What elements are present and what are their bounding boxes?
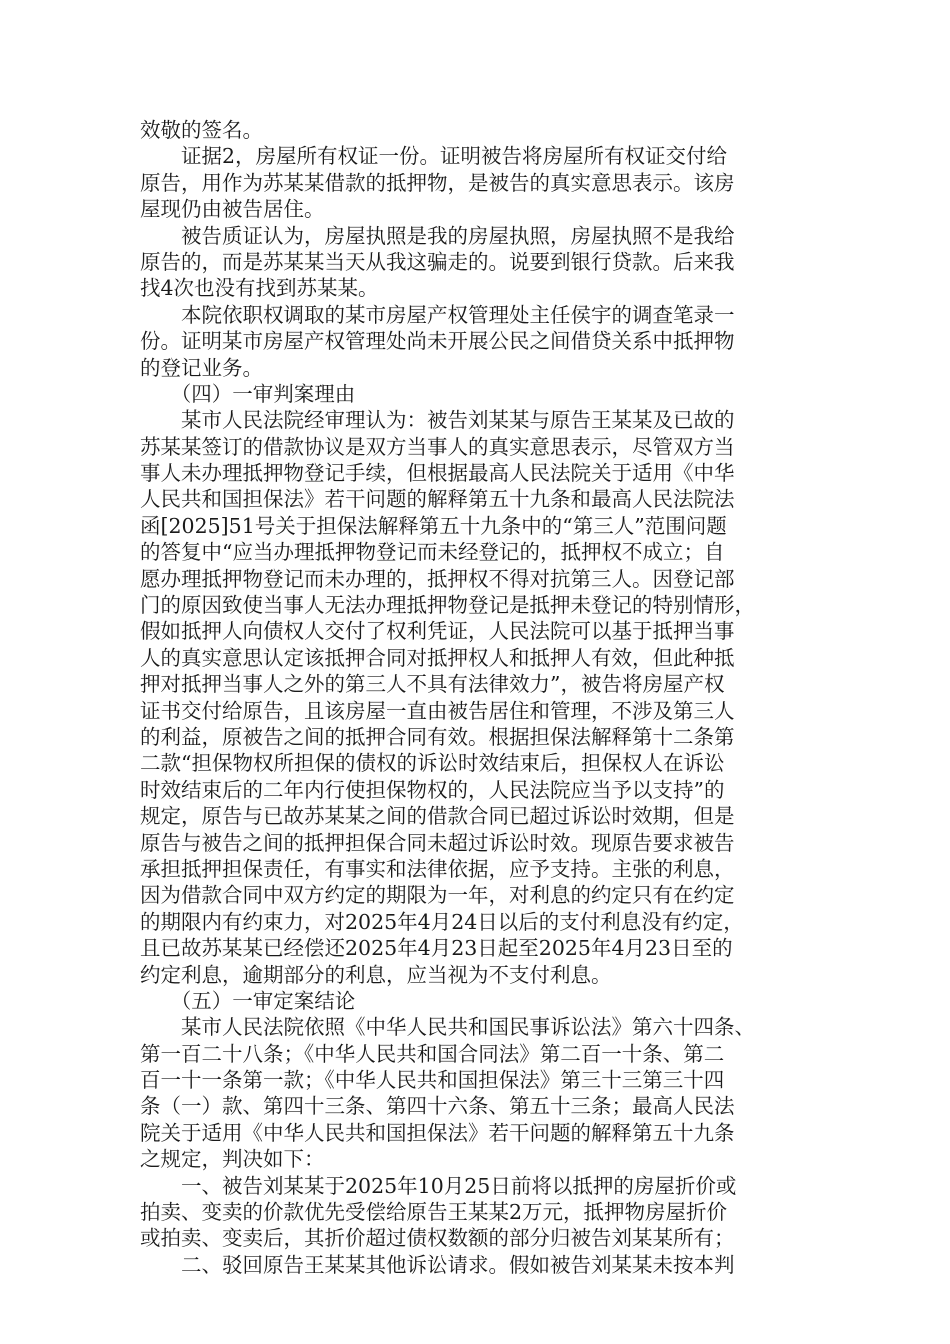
text-line: 本院依职权调取的某市房屋产权管理处主任侯宇的调查笔录一 <box>140 302 735 327</box>
text-line: 或拍卖、变卖后，其折价超过债权数额的部分归被告刘某某所有； <box>140 1226 735 1251</box>
text-line: 押对抵押当事人之外的第三人不具有法律效力”，被告将房屋产权 <box>140 672 725 697</box>
text-line: 一、被告刘某某于2025年10月25日前将以抵押的房屋折价或 <box>140 1173 737 1198</box>
text-line: 条（一）款、第四十三条、第四十六条、第五十三条；最高人民法 <box>140 1094 735 1119</box>
text-line: 第一百二十八条；《中华人民共和国合同法》第二百一十条、第二 <box>140 1041 725 1066</box>
text-line: 某市人民法院依照《中华人民共和国民事诉讼法》第六十四条、 <box>140 1015 755 1040</box>
text-line: 门的原因致使当事人无法办理抵押物登记是抵押未登记的特别情形， <box>140 593 755 618</box>
text-line: 二款“担保物权所担保的债权的诉讼时效结束后，担保权人在诉讼 <box>140 751 725 776</box>
text-line: 原告与被告之间的抵押担保合同未超过诉讼时效。现原告要求被告 <box>140 830 735 855</box>
text-line: 且已故苏某某已经偿还2025年4月23日起至2025年4月23日至的 <box>140 936 733 961</box>
section-heading: （四）一审判案理由 <box>140 381 356 406</box>
text-line: 的期限内有约束力，对2025年4月24日以后的支付利息没有约定， <box>140 909 744 934</box>
text-line: 规定，原告与已故苏某某之间的借款合同已超过诉讼时效期，但是 <box>140 804 735 829</box>
text-line: 屋现仍由被告居住。 <box>140 197 325 222</box>
text-line: 证书交付给原告，且该房屋一直由被告居住和管理，不涉及第三人 <box>140 698 735 723</box>
text-line: 之规定，判决如下： <box>140 1147 325 1172</box>
text-line: 的登记业务。 <box>140 355 263 380</box>
text-line: 因为借款合同中双方约定的期限为一年，对利息的约定只有在约定 <box>140 883 735 908</box>
text-line: 承担抵押担保责任，有事实和法律依据，应予支持。主张的利息， <box>140 856 735 881</box>
text-line: 被告质证认为，房屋执照是我的房屋执照，房屋执照不是我给 <box>140 223 735 248</box>
text-line: 假如抵押人向债权人交付了权利凭证，人民法院可以基于抵押当事 <box>140 619 735 644</box>
text-line: 拍卖、变卖的价款优先受偿给原告王某某2万元，抵押物房屋折价 <box>140 1200 728 1225</box>
text-line: 苏某某签订的借款协议是双方当事人的真实意思表示，尽管双方当 <box>140 434 735 459</box>
text-line: 证据2，房屋所有权证一份。证明被告将房屋所有权证交付给 <box>140 144 728 169</box>
text-line: 找4次也没有找到苏某某。 <box>140 276 379 301</box>
text-line: 函[2025]51号关于担保法解释第五十九条中的“第三人”范围问题 <box>140 513 727 538</box>
text-line: 院关于适用《中华人民共和国担保法》若干问题的解释第五十九条 <box>140 1120 735 1145</box>
text-line: 份。证明某市房屋产权管理处尚未开展公民之间借贷关系中抵押物 <box>140 329 735 354</box>
text-line: 二、驳回原告王某某其他诉讼请求。假如被告刘某某未按本判 <box>140 1252 735 1277</box>
text-line: 约定利息，逾期部分的利息，应当视为不支付利息。 <box>140 962 612 987</box>
text-line: 人的真实意思认定该抵押合同对抵押权人和抵押人有效，但此种抵 <box>140 645 735 670</box>
document-body <box>140 117 820 1278</box>
text-line: 的利益，原被告之间的抵押合同有效。根据担保法解释第十二条第 <box>140 724 735 749</box>
text-line: 时效结束后的二年内行使担保物权的，人民法院应当予以支持”的 <box>140 777 725 802</box>
text-line: 百一十一条第一款；《中华人民共和国担保法》第三十三第三十四 <box>140 1068 725 1093</box>
text-line: 某市人民法院经审理认为：被告刘某某与原告王某某及已故的 <box>140 408 735 433</box>
text-line: 原告的，而是苏某某当天从我这骗走的。说要到银行贷款。后来我 <box>140 249 735 274</box>
text-line: 人民共和国担保法》若干问题的解释第五十九条和最高人民法院法 <box>140 487 735 512</box>
text-line: 原告，用作为苏某某借款的抵押物，是被告的真实意思表示。该房 <box>140 170 735 195</box>
text-line: 愿办理抵押物登记而未办理的，抵押权不得对抗第三人。因登记部 <box>140 566 735 591</box>
text-line: 的答复中“应当办理抵押物登记而未经登记的，抵押权不成立；自 <box>140 540 725 565</box>
section-heading: （五）一审定案结论 <box>140 988 356 1013</box>
text-line: 事人未办理抵押物登记手续，但根据最高人民法院关于适用《中华 <box>140 461 735 486</box>
text-line: 效敬的签名。 <box>140 118 263 142</box>
